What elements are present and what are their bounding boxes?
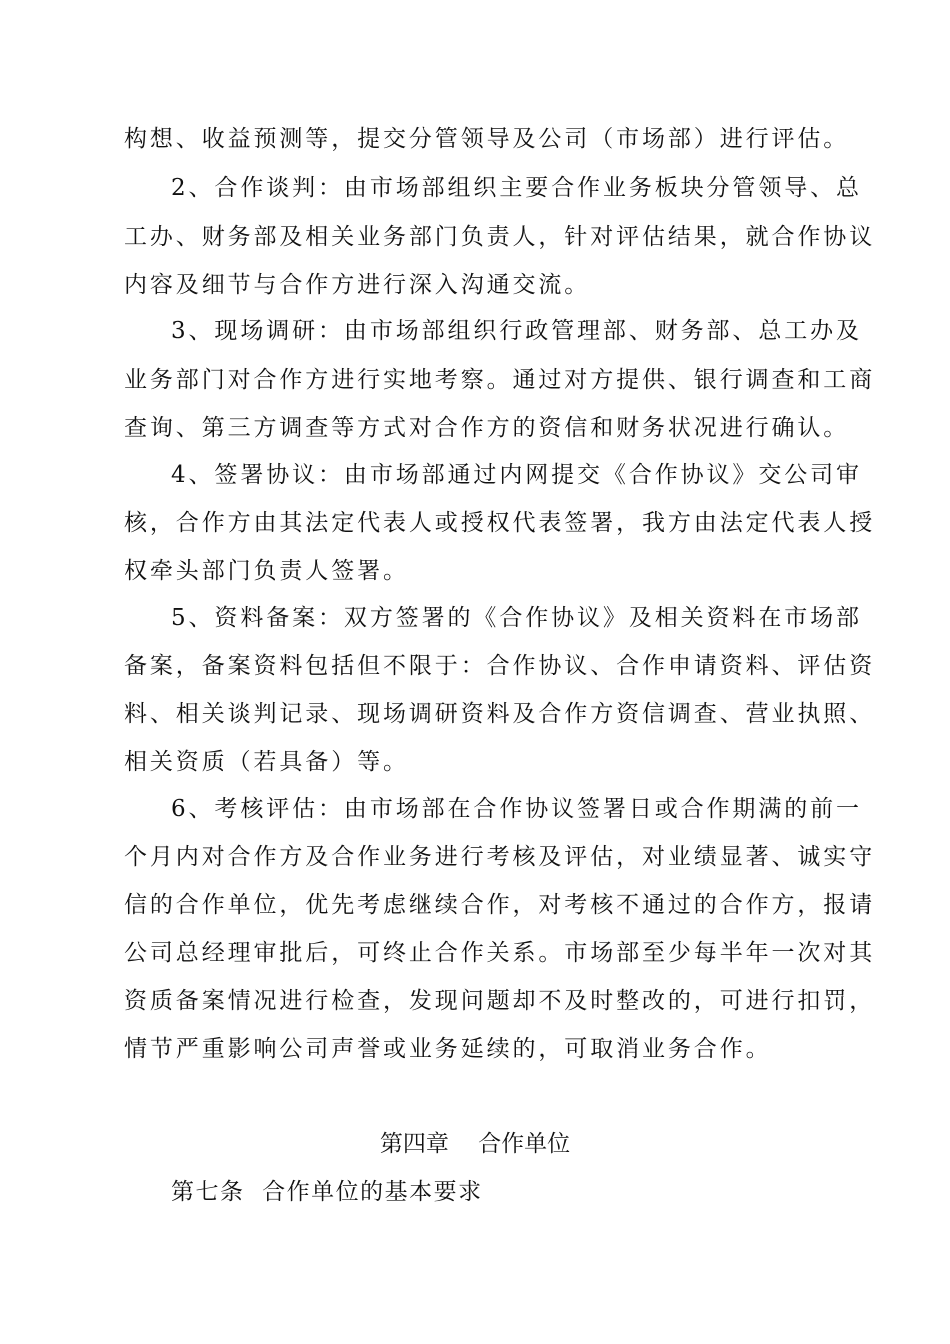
paragraph-2-line-2: 工办、财务部及相关业务部门负责人，针对评估结果，就合作协议 bbox=[124, 224, 876, 250]
paragraph-3-line-1: 3、现场调研：由市场部组织行政管理部、财务部、总工办及 bbox=[171, 318, 862, 344]
paragraph-6-line-6: 情节严重影响公司声誉或业务延续的，可取消业务合作。 bbox=[124, 1036, 772, 1062]
paragraph-5-line-3: 料、相关谈判记录、现场调研资料及合作方资信调查、营业执照、 bbox=[124, 701, 876, 727]
paragraph-4-line-1: 4、签署协议：由市场部通过内网提交《合作协议》交公司审 bbox=[171, 462, 862, 488]
paragraph-1-line-1: 构想、收益预测等，提交分管领导及公司（市场部）进行评估。 bbox=[124, 126, 850, 152]
paragraph-6-line-2: 个月内对合作方及合作业务进行考核及评估，对业绩显著、诚实守 bbox=[124, 844, 876, 870]
paragraph-6-line-4: 公司总经理审批后，可终止合作关系。市场部至少每半年一次对其 bbox=[124, 940, 876, 966]
chapter-title: 第四章 合作单位 bbox=[379, 1131, 571, 1157]
paragraph-5-line-2: 备案，备案资料包括但不限于：合作协议、合作申请资料、评估资 bbox=[124, 653, 876, 679]
paragraph-2-line-1: 2、合作谈判：由市场部组织主要合作业务板块分管领导、总 bbox=[171, 175, 862, 201]
paragraph-4-line-3: 权牵头部门负责人签署。 bbox=[124, 558, 409, 584]
paragraph-6-line-5: 资质备案情况进行检查，发现问题却不及时整改的，可进行扣罚， bbox=[124, 988, 876, 1014]
paragraph-6-line-3: 信的合作单位，优先考虑继续合作，对考核不通过的合作方，报请 bbox=[124, 892, 876, 918]
paragraph-5-line-4: 相关资质（若具备）等。 bbox=[124, 749, 409, 775]
paragraph-3-line-3: 查询、第三方调查等方式对合作方的资信和财务状况进行确认。 bbox=[124, 415, 850, 441]
paragraph-4-line-2: 核，合作方由其法定代表人或授权代表签署，我方由法定代表人授 bbox=[124, 510, 876, 536]
article-heading: 第七条 合作单位的基本要求 bbox=[171, 1179, 483, 1205]
paragraph-2-line-3: 内容及细节与合作方进行深入沟通交流。 bbox=[124, 272, 591, 298]
paragraph-5-line-1: 5、资料备案：双方签署的《合作协议》及相关资料在市场部 bbox=[171, 605, 862, 631]
paragraph-3-line-2: 业务部门对合作方进行实地考察。通过对方提供、银行调查和工商 bbox=[124, 367, 876, 393]
paragraph-6-line-1: 6、考核评估：由市场部在合作协议签署日或合作期满的前一 bbox=[171, 796, 862, 822]
